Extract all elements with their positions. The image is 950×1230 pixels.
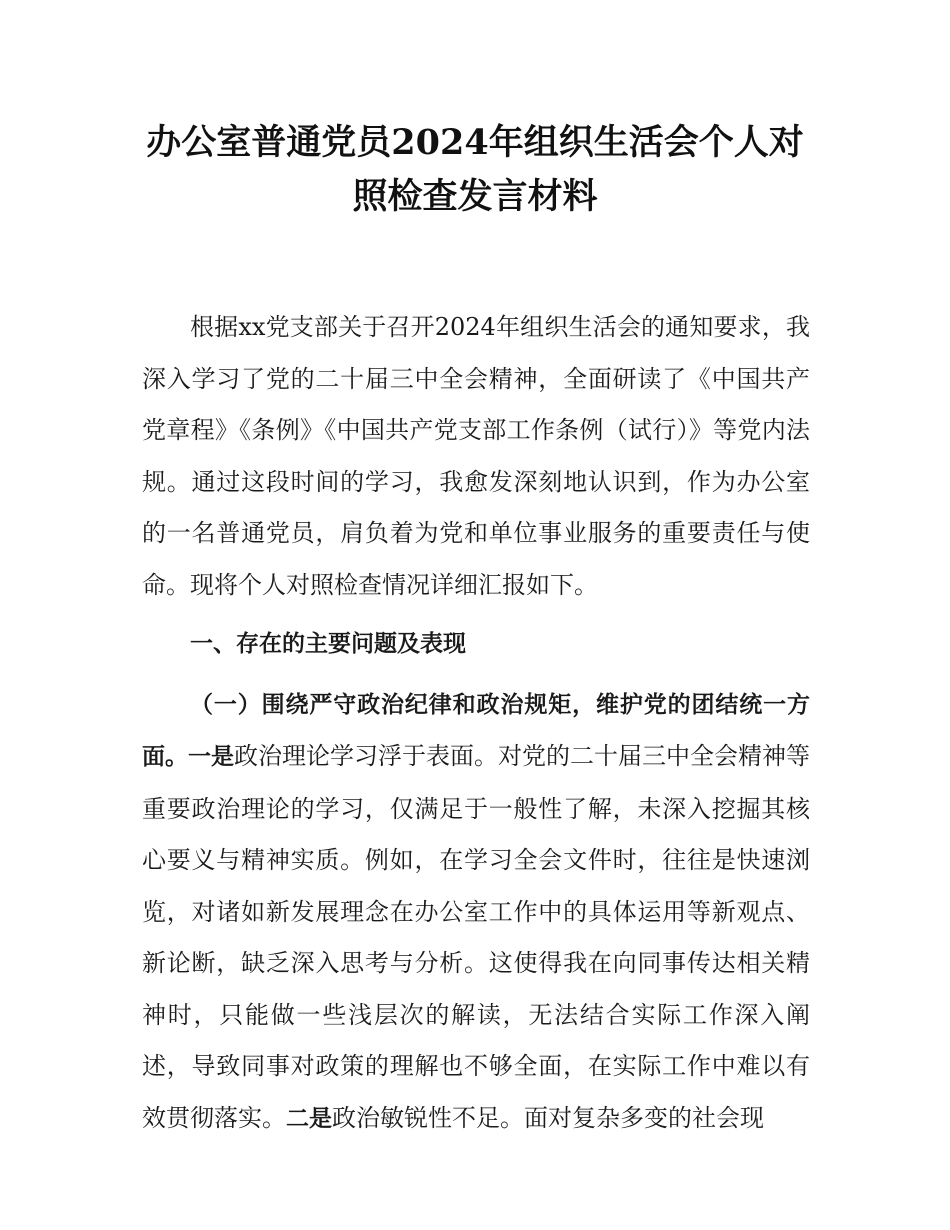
point-text: 政治理论学习浮于表面。对党的二十届三中全会精神等重要政治理论的学习，仅满足于一般性了解，未深入挖掘其核心要义与精神实质。例如，在学习全会文件时，往往是快速浏览，对诸如新发展理念在办公室工作中的具体运用等新观点、新论断，缺乏深入思考与分析。这使得我在向同事传达相关精神时，只能做一些浅层次的解读，无法结合实际工作深入阐述，导致同事对政策的理解也不够全面，在实际工作中难以有效贯彻落实。 xyxy=(142,742,810,1132)
document-body xyxy=(142,302,810,1145)
point-label: 一是 xyxy=(188,744,234,770)
intro-paragraph: 根据xx党支部关于召开2024年组织生活会的通知要求，我深入学习了党的二十届三中全会精神，全面研读了《中国共产党章程》《条例》《中国共产党支部工作条例（试行）》等党内法规。通过这段时间的学习，我愈发深刻地认识到，作为办公室的一名普通党员，肩负着为党和单位事业服务的重要责任与使命。现将个人对照检查情况详细汇报如下。 xyxy=(142,313,810,599)
subsection-heading: （一）围绕严守政治纪律和政治规矩，维护党的团结统一方面。 xyxy=(142,691,810,770)
section-paragraph xyxy=(142,679,810,1146)
point-label: 二是 xyxy=(286,1105,332,1132)
document-title: 办公室普通党员2024年组织生活会个人对照检查发言材料 xyxy=(146,122,804,217)
section-heading: 一、存在的主要问题及表现 xyxy=(190,631,466,657)
point-text: 政治敏锐性不足。面对复杂多变的社会现 xyxy=(332,1103,764,1132)
